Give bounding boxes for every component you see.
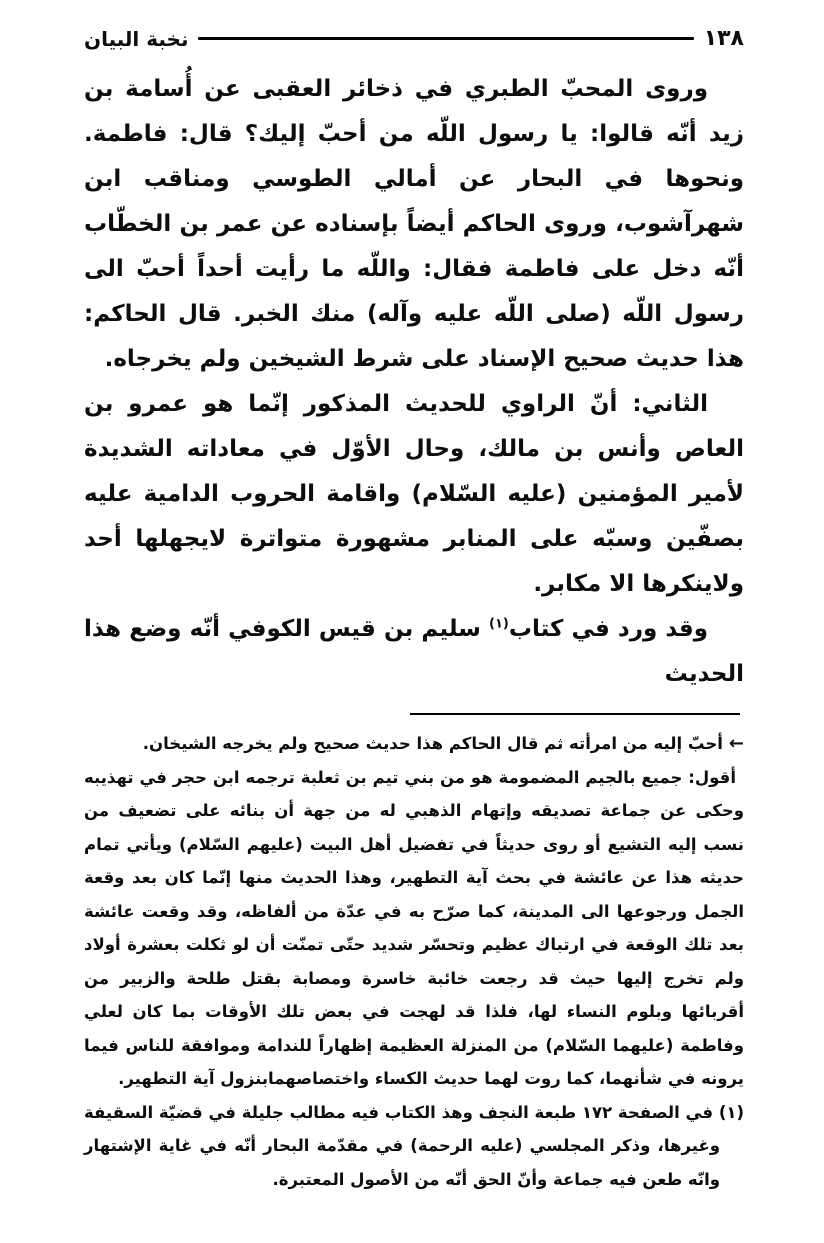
paragraph-sulaym-book [84,607,744,697]
footnotes-section [84,727,744,1196]
paragraph-lead-word: الثاني: [632,391,708,417]
footnote-text: أحبّ إليه من امرأته ثم قال الحاكم هذا حديث صحيح ولم يخرجه الشيخان. [142,734,723,753]
main-text [84,67,744,697]
paragraph-text: سليم بن قيس الكوفي أنّه وضع هذا الحديث [84,616,744,687]
paragraph-second-point [84,382,744,607]
footnote-1 [84,1096,744,1197]
book-title: نخبة البيان [84,26,189,51]
page-number: ١٣٨ [703,26,744,51]
running-header [84,26,744,51]
paragraph-hadith-narration [84,67,744,382]
footnote-author-comment [84,761,744,1096]
footnote-reference-marker: (١) [488,616,509,632]
footnote-text: أقول: جميع بالجيم المضمومة هو من بني تيم بن ثعلبة ترجمه ابن حجر في تهذيبه وحكى عن جماعة تصديقه وإتهام الذهبي له من جهة أن بنائه على تضعيف من نسب إليه التشيع أو روى حديثاً في تفضيل أهل البيت (عليهم السّلام) ويأتي تمام حديثه هذا عن عائشة في بحث آية التطهير، وهذا الحديث منها إنّما كان بعد وقعة الجمل ورجوعها الى المدينة، كما صرّح به في عدّة من ألفاظه، وقد وقعت عائشة بعد تلك الوقعة في ارتباك عظيم وتحسّر شديد حتّى تمنّت أن لو ثكلت بعشرة أولاد ولم تخرج إليها حيث قد رجعت خائبة خاسرة ومصابة بقتل طلحة والزبير من أقربائها وبلوم النساء لها، فلذا قد لهجت في بعض تلك الأوقات بما كان لعلي وفاطمة (عليهما السّلام) من المنزلة العظيمة إظهاراً للندامة وموافقة للناس فيما يرونه في شأنهما، كما روت لهما حديث الكساء واختصاصهمابنزول آية التطهير. [84,767,744,1088]
paragraph-text: أنّ الراوي للحديث المذكور إنّما هو عمرو بن العاص وأنس بن مالك، وحال الأوّل في معاداته الشديدة لأمير المؤمنين (عليه السّلام) واقامة الحروب الدامية عليه بصفّين وسبّه على المنابر مشهورة متواترة لايجهلها أحد ولاينكرها الا مكابر. [84,391,744,597]
paragraph-text: وقد ورد في كتاب [508,616,708,642]
footnote-1-marker: (١) [718,1102,744,1122]
footnote-separator-rule [410,713,740,715]
footnote-continuation [84,727,744,761]
paragraph-text: وروى المحبّ الطبري في ذخائر العقبى عن أُسامة بن زيد أنّه قالوا: يا رسول اللّه من أحبّ إليك؟ قال: فاطمة. ونحوها في البحار عن أمالي الطوسي ومناقب ابن شهرآشوب، وروى الحاكم أيضاً بإسناده عن عمر بن الخطّاب أنّه دخل على فاطمة فقال: واللّه ما رأيت أحداً أحبّ الى رسول اللّه (صلى اللّه عليه وآله) منك الخبر. قال الحاكم: هذا حديث صحيح الإسناد على شرط الشيخين ولم يخرجاه. [84,76,744,372]
continuation-arrow-icon: ← [728,733,744,754]
header-rule-divider [198,37,693,40]
footnote-text: في الصفحة ١٧٢ طبعة النجف وهذ الكتاب فيه مطالب جليلة في قضيّة السقيفة وغيرها، وذكر المجلسي (عليه الرحمة) في مقدّمة البحار أنّه في غاية الإشتهار وانّه طعن فيه جماعة وأنّ الحق أنّه من الأصول المعتبرة. [84,1102,720,1189]
